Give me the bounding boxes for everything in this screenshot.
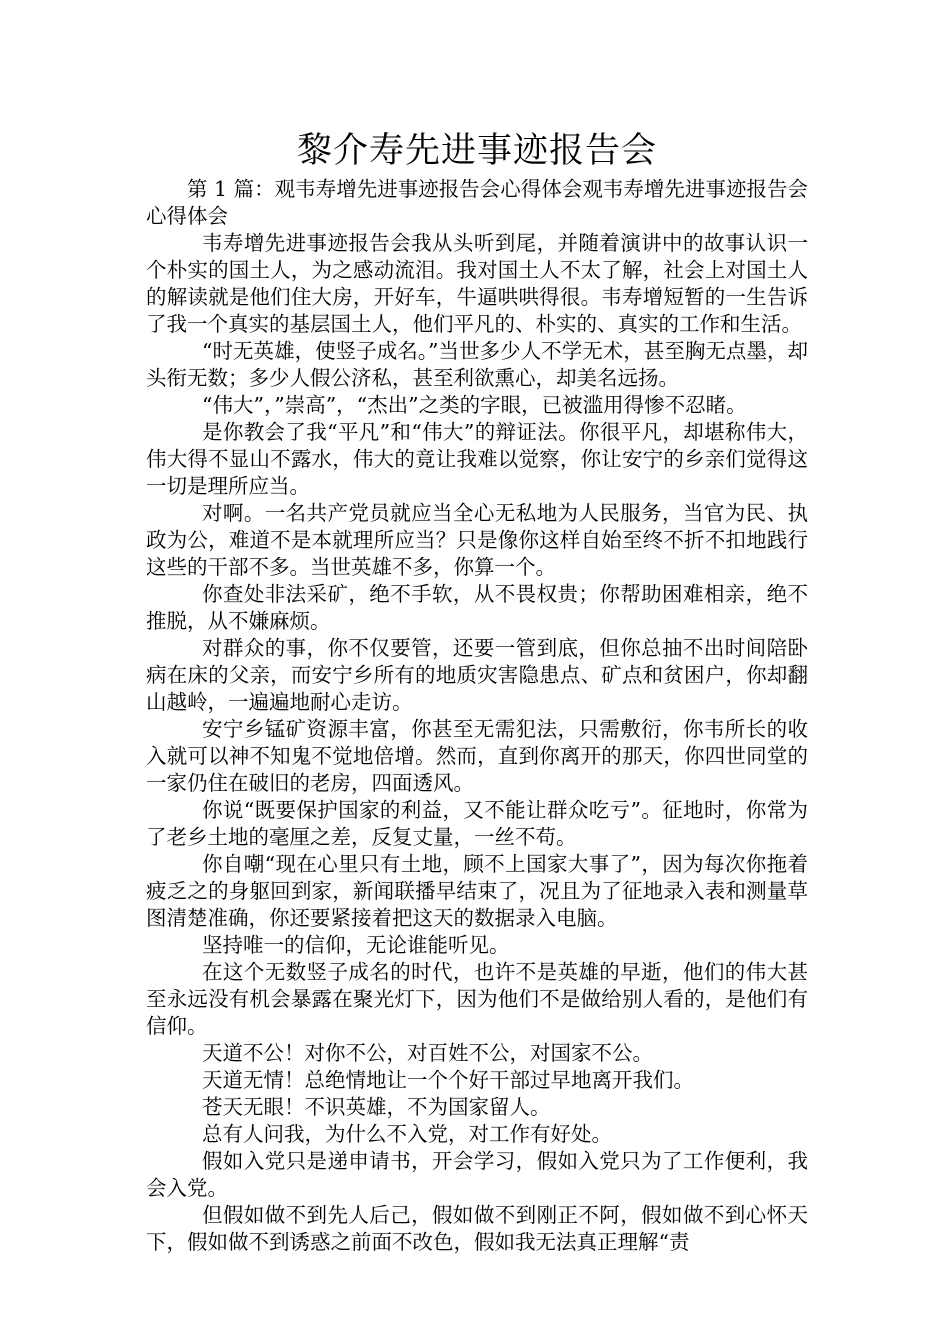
- paragraph: 是你教会了我“平凡”和“伟大”的辩证法。你很平凡，却堪称伟大，伟大得不显山不露水，伟大的竟让我难以觉察，你让安宁的乡亲们觉得这一切是理所应当。: [146, 420, 808, 498]
- paragraph: 苍天无眼！不识英雄，不为国家留人。: [202, 1095, 551, 1119]
- document-title: 黎介寿先进事迹报告会: [296, 131, 657, 171]
- paragraph: 假如入党只是递申请书，开会学习，假如入党只为了工作便利，我会入党。: [146, 1149, 808, 1200]
- paragraph: 在这个无数竖子成名的时代，也许不是英雄的早逝，他们的伟大甚至永远没有机会暴露在聚光灯下，因为他们不是做给别人看的，是他们有信仰。: [146, 960, 808, 1038]
- paragraph: 你说“既要保护国家的利益，又不能让群众吃亏”。征地时，你常为了老乡土地的毫厘之差，反复丈量，一丝不苟。: [146, 798, 808, 849]
- paragraph: “伟大”，”崇高”，“杰出”之类的字眼，已被滥用得惨不忍睹。: [202, 393, 747, 417]
- paragraph: 安宁乡锰矿资源丰富，你甚至无需犯法，只需敷衍，你韦所长的收入就可以神不知鬼不觉地倍增。然而，直到你离开的那天，你四世同堂的一家仍住在破旧的老房，四面透风。: [146, 717, 808, 795]
- paragraph: 对群众的事，你不仅要管，还要一管到底，但你总抽不出时间陪卧病在床的父亲，而安宁乡所有的地质灾害隐患点、矿点和贫困户，你却翻山越岭，一遍遍地耐心走访。: [146, 636, 808, 714]
- paragraph: 天道无情！总绝情地让一个个好干部过早地离开我们。: [202, 1068, 694, 1092]
- chapter-heading: 第 1 篇：观韦寿增先进事迹报告会心得体会观韦寿增先进事迹报告会心得体会: [146, 177, 808, 228]
- paragraph: 你自嘲“现在心里只有土地，顾不上国家大事了”，因为每次你拖着疲乏之的身躯回到家，新闻联播早结束了，况且为了征地录入表和测量草图清楚准确，你还要紧接着把这天的数据录入电脑。: [146, 852, 808, 930]
- paragraph: 总有人问我，为什么不入党，对工作有好处。: [202, 1122, 612, 1146]
- paragraph: 对啊。一名共产党员就应当全心无私地为人民服务，当官为民、执政为公，难道不是本就理所应当？只是像你这样自始至终不折不扣地践行这些的干部不多。当世英雄不多，你算一个。: [146, 501, 808, 579]
- document-page: [146, 126, 808, 1256]
- paragraph: “时无英雄，使竖子成名。”当世多少人不学无术，甚至胸无点墨，却头衔无数；多少人假公济私，甚至利欲熏心，却美名远扬。: [146, 339, 808, 390]
- paragraph: 天道不公！对你不公，对百姓不公，对国家不公。: [202, 1041, 653, 1065]
- paragraph: 韦寿增先进事迹报告会我从头听到尾，并随着演讲中的故事认识一个朴实的国土人，为之感动流泪。我对国土人不太了解，社会上对国土人的解读就是他们住大房，开好车，牛逼哄哄得很。韦寿增短暂的一生告诉了我一个真实的基层国土人，他们平凡的、朴实的、真实的工作和生活。: [146, 231, 808, 336]
- paragraph: 你查处非法采矿，绝不手软，从不畏权贵；你帮助困难相亲，绝不推脱，从不嫌麻烦。: [146, 582, 808, 633]
- paragraph: 坚持唯一的信仰，无论谁能听见。: [202, 933, 510, 957]
- paragraph: 但假如做不到先人后己，假如做不到刚正不阿，假如做不到心怀天下，假如做不到诱惑之前面不改色，假如我无法真正理解“责: [146, 1203, 808, 1254]
